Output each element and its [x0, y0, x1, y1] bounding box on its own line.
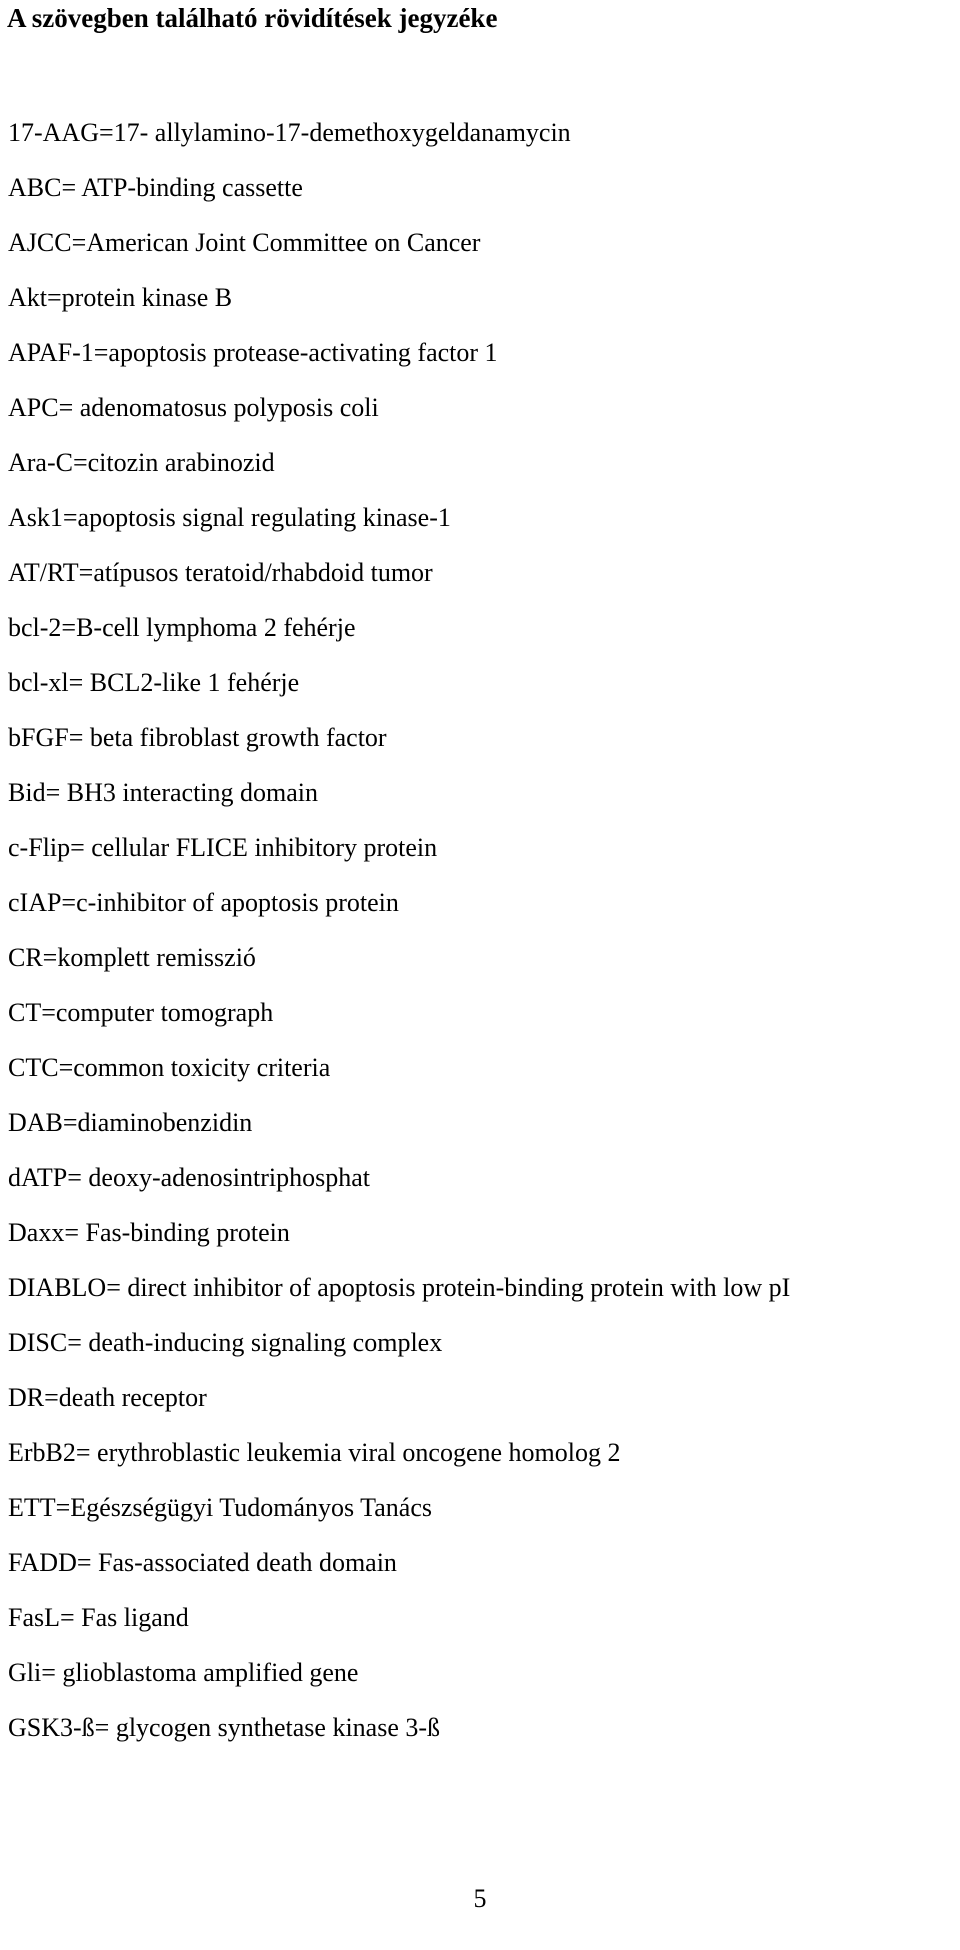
abbreviation-entry: bcl-2=B-cell lymphoma 2 fehérje: [8, 613, 356, 642]
abbreviation-entry: c-Flip= cellular FLICE inhibitory protein: [8, 833, 438, 862]
abbreviation-entry: bFGF= beta fibroblast growth factor: [8, 723, 387, 752]
abbreviation-entry: ErbB2= erythroblastic leukemia viral oncogene homolog 2: [8, 1438, 621, 1467]
abbreviation-entry: DISC= death-inducing signaling complex: [8, 1328, 443, 1357]
abbreviation-entry: Ask1=apoptosis signal regulating kinase-1: [8, 503, 451, 532]
abbreviation-entry: dATP= deoxy-adenosintriphosphat: [8, 1163, 371, 1192]
abbreviation-entry: FasL= Fas ligand: [8, 1603, 189, 1632]
abbreviation-entry: cIAP=c-inhibitor of apoptosis protein: [8, 888, 399, 917]
abbreviation-entry: Daxx= Fas-binding protein: [8, 1218, 290, 1247]
abbreviation-entry: AT/RT=atípusos teratoid/rhabdoid tumor: [8, 558, 433, 587]
abbreviation-entry: ETT=Egészségügyi Tudományos Tanács: [8, 1493, 432, 1522]
abbreviation-entry: APAF-1=apoptosis protease-activating factor 1: [8, 338, 498, 367]
abbreviation-entry: DAB=diaminobenzidin: [8, 1108, 253, 1137]
page-title: A szövegben található rövidítések jegyzéke: [7, 3, 498, 33]
abbreviation-entry: Bid= BH3 interacting domain: [8, 778, 319, 807]
abbreviation-entry: CR=komplett remisszió: [8, 943, 256, 972]
page-number: 5: [473, 1884, 487, 1913]
abbreviation-entry: CTC=common toxicity criteria: [8, 1053, 331, 1082]
abbreviation-list: [8, 116, 790, 1766]
abbreviation-entry: CT=computer tomograph: [8, 998, 274, 1027]
abbreviation-entry: GSK3-ß= glycogen synthetase kinase 3-ß: [8, 1713, 441, 1742]
abbreviation-entry: DIABLO= direct inhibitor of apoptosis protein-binding protein with low pI: [8, 1273, 791, 1302]
abbreviation-entry: DR=death receptor: [8, 1383, 207, 1412]
abbreviation-entry: FADD= Fas-associated death domain: [8, 1548, 397, 1577]
abbreviation-entry: Ara-C=citozin arabinozid: [8, 448, 275, 477]
abbreviation-entry: 17-AAG=17- allylamino-17-demethoxygeldanamycin: [8, 118, 571, 147]
abbreviation-entry: APC= adenomatosus polyposis coli: [8, 393, 379, 422]
abbreviation-entry: bcl-xl= BCL2-like 1 fehérje: [8, 668, 300, 697]
abbreviation-entry: ABC= ATP-binding cassette: [8, 173, 303, 202]
abbreviation-entry: AJCC=American Joint Committee on Cancer: [8, 228, 481, 257]
abbreviation-entry: Gli= glioblastoma amplified gene: [8, 1658, 359, 1687]
abbreviation-entry: Akt=protein kinase B: [8, 283, 233, 312]
